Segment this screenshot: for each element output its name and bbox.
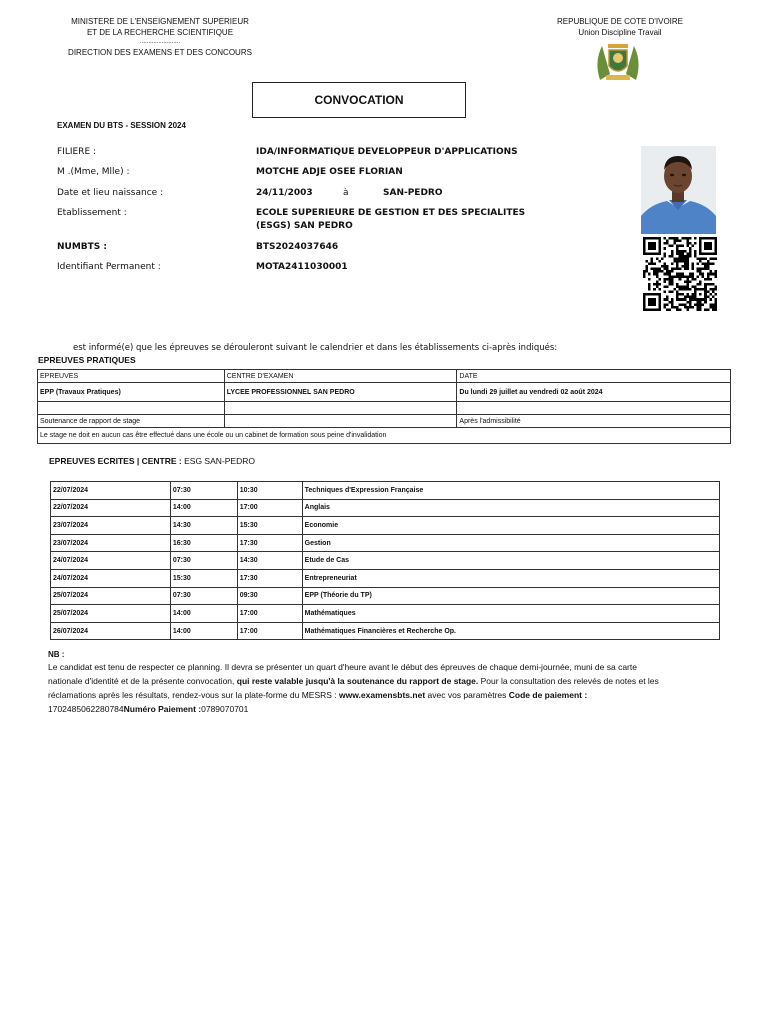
written-title [49,456,255,466]
nb-text3: avec vos paramètres [425,690,509,700]
ministry-header [40,16,280,58]
name-value: MOTCHE ADJE OSEE FLORIAN [256,167,403,177]
soutenance-date: Après l'admissibilité [457,415,731,428]
nb-site-link[interactable]: www.examensbts.net [339,690,426,700]
informed-text: est informé(e) que les épreuves se dérouleront suivant le calendrier et dans les établissements ci-après indiqués: [73,343,558,353]
nb-text1: Le candidat est tenu de respecter ce planning. Il devra se présenter un quart d'heure avant le début des épreuves de chaque demi-journée, muni de sa carte nationale d'identité et de la présente convocation, [48,662,637,686]
numbts-label: NUMBTS : [57,242,108,252]
exam-date: 22/07/2024 [51,499,171,517]
header-centre: CENTRE D'EXAMEN [224,370,457,383]
exam-end: 17:00 [237,499,302,517]
practical-exam: EPP (Travaux Pratiques) [38,383,225,402]
name-label: M .(Mme, Mlle) : [57,167,130,177]
exam-end: 14:30 [237,552,302,570]
ministry-line2: ET DE LA RECHERCHE SCIENTIFIQUE [86,28,234,37]
id-label: Identifiant Permanent : [57,262,161,272]
nb-label: NB : [48,650,65,659]
republic-motto: Union Discipline Travail [578,28,662,37]
exam-end: 09:30 [237,587,302,605]
document-title: CONVOCATION [252,82,466,118]
filiere-label: FILIERE : [57,147,97,157]
republic-name: REPUBLIQUE DE COTE D'IVOIRE [557,17,683,26]
numbts-value: BTS2024037646 [256,242,339,252]
republic-header [525,16,715,38]
exam-date: 23/07/2024 [51,534,171,552]
written-title-label: EPREUVES ECRITES | CENTRE : [49,456,182,466]
practical-title: EPREUVES PRATIQUES [38,355,136,365]
birth-label: Date et lieu naissance : [57,188,164,198]
ministry-line1: MINISTERE DE L'ENSEIGNEMENT SUPERIEUR [71,17,249,26]
candidate-photo [641,146,716,234]
exam-end: 17:00 [237,622,302,640]
exam-date: 25/07/2024 [51,605,171,623]
exam-start: 14:00 [170,605,237,623]
written-centre: ESG SAN-PEDRO [184,456,255,466]
num-label: Numéro Paiement : [123,704,202,714]
table-row [51,622,720,640]
exam-start: 14:00 [170,499,237,517]
table-row [51,587,720,605]
practical-date: Du lundi 29 juillet au vendredi 02 août 2024 [457,383,731,402]
exam-subject: Mathématiques Financières et Recherche Op. [302,622,719,640]
birth-place: SAN-PEDRO [383,188,443,198]
practical-centre: LYCEE PROFESSIONNEL SAN PEDRO [224,383,457,402]
exam-subject: EPP (Théorie du TP) [302,587,719,605]
exam-start: 07:30 [170,552,237,570]
coat-of-arms-icon [592,40,644,84]
exam-subject: Techniques d'Expression Française [302,482,719,500]
ministry-dots: ........................ [139,39,180,45]
num-value: 0789070701 [201,704,249,714]
exam-start: 14:30 [170,517,237,535]
nb-text-bold: qui reste valable jusqu'à la soutenance du rapport de stage. [236,676,479,686]
code-label: Code de paiement : [508,690,588,700]
header-date: DATE [457,370,731,383]
filiere-value: IDA/INFORMATIQUE DEVELOPPEUR D'APPLICATIONS [256,147,518,157]
exam-subject: Gestion [302,534,719,552]
table-row [38,402,731,415]
school-label: Etablissement : [57,208,127,218]
exam-subject: Etude de Cas [302,552,719,570]
table-row [51,605,720,623]
exam-session: EXAMEN DU BTS - SESSION 2024 [57,121,186,130]
nb-text [48,660,668,716]
table-row [51,517,720,535]
exam-end: 15:30 [237,517,302,535]
exam-date: 23/07/2024 [51,517,171,535]
table-row [38,383,731,402]
birth-separator: à [343,188,349,198]
exam-start: 07:30 [170,587,237,605]
exam-subject: Economie [302,517,719,535]
table-row [51,569,720,587]
birth-date: 24/11/2003 [256,188,313,198]
exam-end: 17:30 [237,569,302,587]
id-value: MOTA2411030001 [256,262,348,272]
exam-start: 15:30 [170,569,237,587]
exam-end: 10:30 [237,482,302,500]
stage-note: Le stage ne doit en aucun cas être effectué dans une école ou un cabinet de formation sous peine d'invalidation [38,428,731,444]
qr-code-icon [641,237,719,311]
exam-start: 07:30 [170,482,237,500]
exam-subject: Mathématiques [302,605,719,623]
table-row [38,415,731,428]
exam-subject: Entrepreneuriat [302,569,719,587]
nb-text2: Pour la consultation des relevés de notes et les réclamations après les résultats, rendez-vous sur la plate-forme du MESRS : [48,676,659,700]
exam-date: 24/07/2024 [51,569,171,587]
exam-start: 14:00 [170,622,237,640]
practical-table [37,369,731,444]
table-row [38,370,731,383]
direction-line: DIRECTION DES EXAMENS ET DES CONCOURS [68,48,252,57]
exam-date: 24/07/2024 [51,552,171,570]
exam-end: 17:30 [237,534,302,552]
school-line1: ECOLE SUPERIEURE DE GESTION ET DES SPECIALITES [256,208,526,218]
table-row [51,534,720,552]
exam-start: 16:30 [170,534,237,552]
table-row [51,552,720,570]
exam-end: 17:00 [237,605,302,623]
school-line2: (ESGS) SAN PEDRO [256,221,353,231]
exam-date: 22/07/2024 [51,482,171,500]
table-row [51,499,720,517]
header-epreuves: EPREUVES [38,370,225,383]
soutenance-label: Soutenance de rapport de stage [38,415,225,428]
exam-date: 26/07/2024 [51,622,171,640]
soutenance-centre [224,415,457,428]
exam-subject: Anglais [302,499,719,517]
written-table [50,481,720,640]
table-row [38,428,731,444]
table-row [51,482,720,500]
exam-date: 25/07/2024 [51,587,171,605]
code-value: 1702485062280784 [48,704,124,714]
